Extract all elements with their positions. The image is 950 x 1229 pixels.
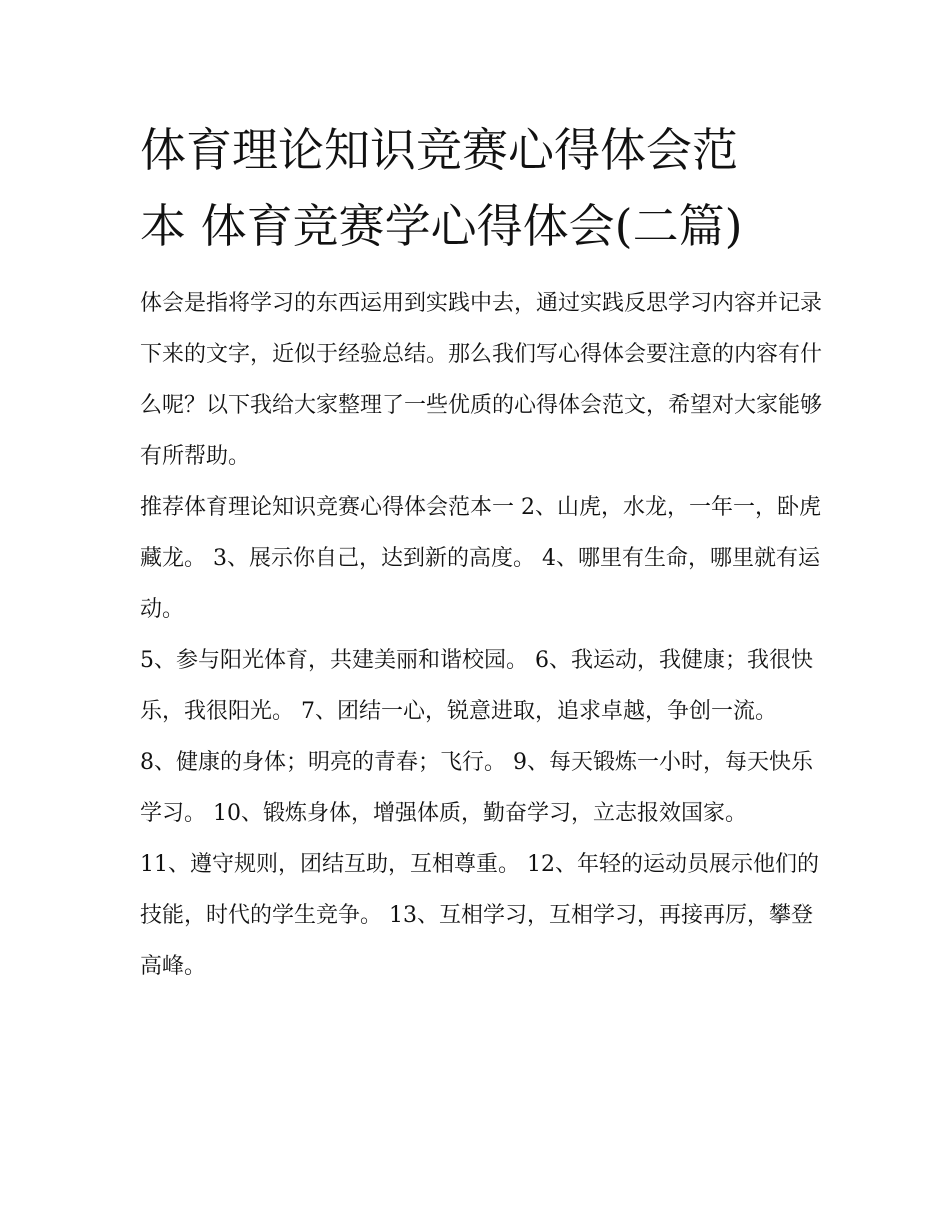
paragraph-intro: 体会是指将学习的东西运用到实践中去，通过实践反思学习内容并记录下来的文字，近似于经验总结。那么我们写心得体会要注意的内容有什么呢？以下我给大家整理了一些优质的心得体会范文，希望对大家能够有所帮助。 (140, 291, 823, 469)
paragraph-slogans-1: 推荐体育理论知识竞赛心得体会范本一 2、山虎，水龙，一年一，卧虎藏龙。 3、展示你自己，达到新的高度。 4、哪里有生命，哪里就有运动。 (140, 495, 821, 622)
paragraph-slogans-3: 8、健康的身体；明亮的青春；飞行。 9、每天锻炼一小时，每天快乐学习。 10、锻炼身体，增强体质，勤奋学习，立志报效国家。 (140, 750, 813, 826)
document-body (140, 278, 830, 992)
paragraph-slogans-4: 11、遵守规则，团结互助，互相尊重。 12、年轻的运动员展示他们的技能，时代的学生竞争。 13、互相学习，互相学习，再接再厉，攀登高峰。 (140, 852, 819, 979)
document-title: 体育理论知识竞赛心得体会范 本 体育竞赛学心得体会(二篇) (140, 123, 743, 253)
paragraph-slogans-2: 5、参与阳光体育，共建美丽和谐校园。 6、我运动，我健康；我很快乐，我很阳光。 7、团结一心，锐意进取，追求卓越，争创一流。 (140, 648, 813, 724)
